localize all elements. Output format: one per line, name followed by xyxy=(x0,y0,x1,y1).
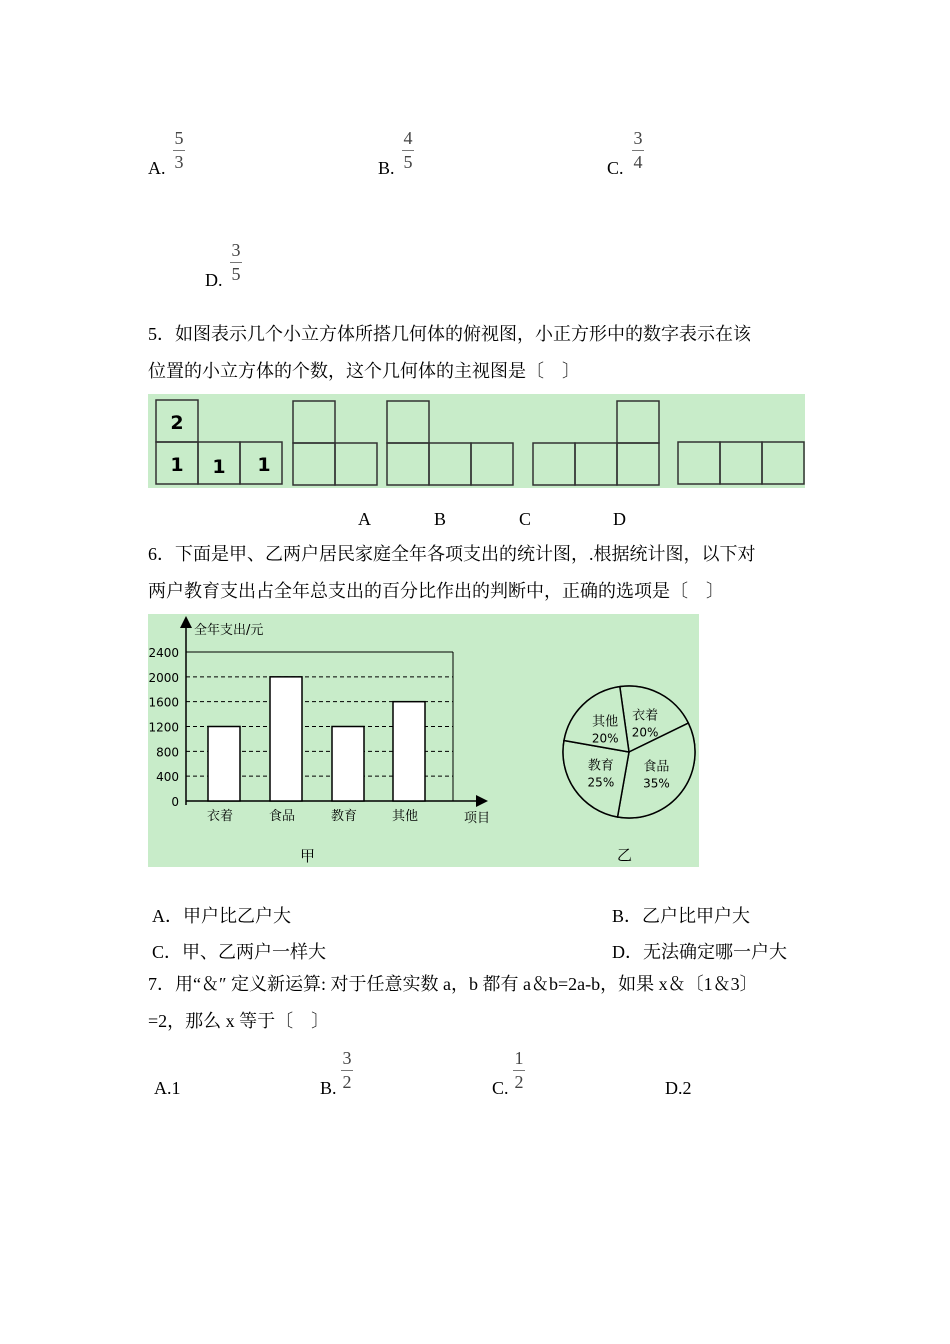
q7-option-b-label: B. xyxy=(320,1078,337,1098)
q6-option-d: D．无法确定哪一户大 xyxy=(612,942,787,962)
pie-slice-label: 其他 xyxy=(592,714,619,730)
pie-slice-label: 食品 xyxy=(643,759,670,775)
grid-number: 1 xyxy=(257,454,271,476)
x-axis-label: 项目 xyxy=(464,811,491,826)
pie-slice-percent: 35% xyxy=(643,776,670,791)
y-tick-label: 2000 xyxy=(148,670,179,685)
y-axis-label: 全年支出/元 xyxy=(194,623,264,638)
y-tick-label: 1600 xyxy=(148,695,179,710)
q4-option-c-fraction xyxy=(632,128,644,172)
x-tick-label: 教育 xyxy=(330,809,358,824)
q4-option-d-label: D. xyxy=(205,270,223,290)
q4-option-d-fraction xyxy=(230,240,242,284)
q5-views-figure xyxy=(148,394,805,488)
bar-食品 xyxy=(270,677,302,801)
q5-option-label-b: B xyxy=(434,509,447,529)
q5-text-line1: 5．如图表示几个小立方体所搭几何体的俯视图，小正方形中的数字表示在该 xyxy=(148,324,751,344)
q6-option-a: A．甲户比乙户大 xyxy=(152,906,291,926)
q6-text-line2: 两户教育支出占全年总支出的百分比作出的判断中，正确的选项是〔 〕 xyxy=(148,581,724,601)
y-tick-label: 800 xyxy=(156,745,179,760)
pie-slice-percent: 20% xyxy=(591,731,619,746)
y-tick-label: 0 xyxy=(171,795,179,809)
q7-option-c-fraction xyxy=(513,1048,525,1092)
fraction-denominator: 4 xyxy=(633,152,643,172)
x-tick-label: 衣着 xyxy=(206,809,234,824)
x-tick-label: 其他 xyxy=(391,809,419,824)
fraction-numerator: 3 xyxy=(342,1048,352,1068)
q7-option-d: D.2 xyxy=(665,1078,692,1098)
bar-其他 xyxy=(393,702,425,801)
q4-option-c-label: C. xyxy=(607,158,624,178)
q4-option-b-label: B. xyxy=(378,158,395,178)
y-tick-label: 400 xyxy=(156,770,179,785)
y-tick-label: 1200 xyxy=(148,720,179,735)
pie-slice-percent: 20% xyxy=(631,725,659,740)
q5-option-label-d: D xyxy=(613,509,626,529)
bar-教育 xyxy=(332,727,364,802)
q5-option-label-a: A xyxy=(358,509,371,529)
fraction-denominator: 3 xyxy=(174,152,184,172)
pie-slice-percent: 25% xyxy=(587,775,615,790)
q5-text-line2: 位置的小立方体的个数，这个几何体的主视图是〔 〕 xyxy=(148,361,580,381)
q6-option-c: C．甲、乙两户一样大 xyxy=(152,942,327,962)
fraction-denominator: 2 xyxy=(342,1072,352,1092)
q4-option-a-fraction xyxy=(173,128,185,172)
q7-option-c-label: C. xyxy=(492,1078,509,1098)
grid-number: 1 xyxy=(170,454,184,476)
fraction-numerator: 4 xyxy=(403,128,413,148)
q7-text-line1: 7．用“＆″ 定义新运算: 对于任意实数 a，b 都有 a＆b=2a-b，如果 x＆〔1＆3〕 xyxy=(148,974,758,994)
q4-option-a-label: A. xyxy=(148,158,166,178)
y-tick-label: 2400 xyxy=(148,646,179,660)
fraction-denominator: 5 xyxy=(231,264,241,284)
pie-chart-title: 乙 xyxy=(617,846,633,864)
fraction-numerator: 3 xyxy=(633,128,643,148)
q7-text-line2: =2，那么 x 等于〔 〕 xyxy=(148,1011,330,1031)
fraction-numerator: 3 xyxy=(231,240,241,260)
q6-text-line1: 6．下面是甲、乙两户居民家庭全年各项支出的统计图，.根据统计图，以下对 xyxy=(148,544,756,564)
fraction-numerator: 1 xyxy=(514,1048,524,1068)
q6-charts xyxy=(148,614,699,867)
q5-option-label-c: C xyxy=(519,509,532,529)
q7-option-a: A.1 xyxy=(154,1078,181,1098)
x-tick-label: 食品 xyxy=(268,809,296,824)
grid-number: 2 xyxy=(170,412,184,434)
bar-chart-title: 甲 xyxy=(300,847,316,865)
fraction-numerator: 5 xyxy=(174,128,184,148)
pie-slice-label: 衣着 xyxy=(632,708,659,724)
fraction-denominator: 5 xyxy=(403,152,413,172)
grid-number: 1 xyxy=(212,456,226,478)
q5-figure-panel xyxy=(148,394,805,488)
q6-option-b: B．乙户比甲户大 xyxy=(612,906,751,926)
fraction-denominator: 2 xyxy=(514,1072,524,1092)
pie-slice-label: 教育 xyxy=(587,758,614,774)
bar-衣着 xyxy=(208,727,240,802)
q6-chart-panel xyxy=(148,614,699,867)
q7-option-b-fraction xyxy=(341,1048,353,1092)
q4-option-b-fraction xyxy=(402,128,414,172)
